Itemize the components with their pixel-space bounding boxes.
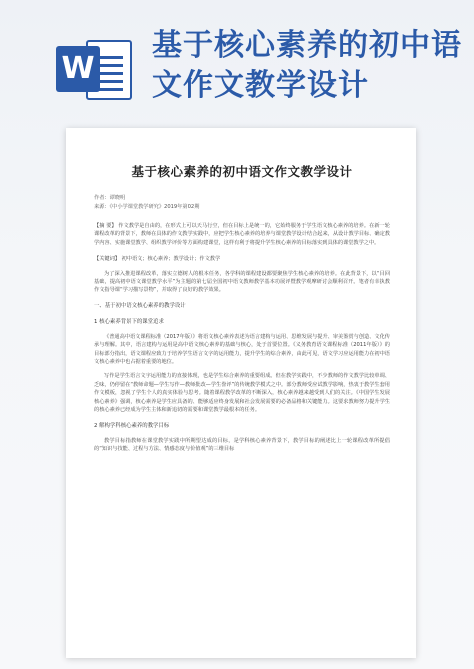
word-logo	[56, 36, 134, 104]
source-line: 来源：《中小学课堂教学研究》2019年第02期	[94, 204, 200, 210]
document-preview	[66, 128, 416, 658]
subsection-heading: 1 核心素养背景下的课堂追求	[94, 318, 164, 325]
body-paragraph: 教学目标指教师在课堂教学实践中所期望达成的目标，是学科核心素养背景下，教学目标的阐述比上一轮课程改革所提倡的“知识与技能、过程与方法、情感态度与价值观”的三维目标	[94, 437, 390, 452]
document-title: 基于核心素养的初中语文作文教学设计	[131, 164, 353, 179]
intro-paragraph: 为了深入推进课程改革，落实立德树人的根本任务，各学科的课程建设都要聚焦学生核心素养的培养。在此背景下，以“目回基础，提高初中语文课堂教学水平”为主题的第七届全国初中语文教师教学基本功展评暨教学观摩研讨会顺利召开。笔者有幸执教作文指导课“学习描写景物”，并取得了良好的教学效果。	[94, 270, 390, 294]
page-headline: 基于核心素养的初中语文作文教学设计	[152, 28, 462, 103]
keywords-tag: 【关键词】	[94, 256, 120, 263]
author-line: 作者：谭晓明	[94, 195, 126, 201]
abstract-tag: 【摘 要】	[94, 223, 117, 229]
keywords-text: 初中语文；核心素养；教学设计；作文教学	[121, 256, 221, 263]
keywords	[94, 255, 390, 263]
section-heading: 一、基于初中语文核心素养的教学设计	[94, 302, 186, 309]
abstract	[94, 222, 390, 247]
body-paragraph: 写作是学生语言文字运用能力的直接体现，也是学生综合素养的重要组成。但在教学实践中，不少教师的作文教学比较单调、乏味，仍停留在“教师命题—学生写作—教师批改—学生誊评”的传统教学模式之中。部分教师受应试教学影响，热衷于教学生套用作文模板，忽视了学生个人的真实体验与思考。随着课程教学改革的不断深入，核心素养越来越受到人们的关注。《中国学生发展核心素养》强调，核心素养是学生应具备的、能够适应终身发展和社会发展需要的必备品格和关键能力。这要求教师努力提升学生的核心素养已经成为学生主体和新追切的需要和课堂教学最根本的任务。	[94, 373, 390, 414]
word-logo-letter: W	[56, 46, 100, 92]
subsection-heading: 2 解构学科核心素养的教学目标	[94, 422, 170, 429]
abstract-text: 作文教学是自由的，在形式上可以天马行空，但在目标上是统一的，它始终服务于学生语文核心素养的培养。在新一轮课程改革的背景下，教师在具体的作文教学实践中，应把学生核心素养的培养与课堂教学设计结合起来，从设计教学目标、确定教学内容、实施课堂教学、组织教学评价等方面构建课堂，这样有利于将提升学生核心素养的目标落实到具体的课堂教学之中。	[94, 223, 390, 246]
body-paragraph: 《普通高中语文课程标准（2017年版）》将语文核心素养表述为语言建构与运用、思维发展与提升、审美鉴赏与创造、文化传承与理解。其中，语言建构与运用是高中语文核心素养的基础与核心，处于首要位置。《义务教育语文课程标准（2011年版）》的目标部分指出，语文课程应致力于培养学生语言文字的运用能力，提升学生的综合素养，由此可见，语文学习应运用能力在初中语文核心素养中也占据着重要的地位。	[94, 333, 390, 366]
